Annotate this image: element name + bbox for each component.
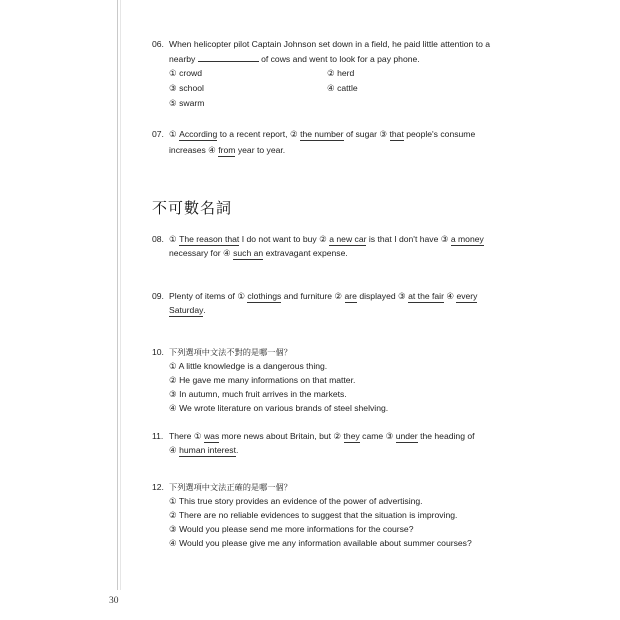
- question-text: came: [362, 431, 384, 441]
- question-text: There: [169, 431, 192, 441]
- underlined-choice-1[interactable]: clothings: [247, 291, 282, 301]
- page-margin-rule-inner: [120, 0, 121, 590]
- page-margin-rule: [117, 0, 118, 590]
- question-text: of sugar: [345, 129, 377, 139]
- underlined-choice-2[interactable]: the number: [300, 129, 344, 139]
- option-5[interactable]: ⑤ swarm: [169, 98, 205, 108]
- marker-1: ①: [169, 129, 177, 139]
- question-text: .: [203, 305, 206, 315]
- option-2[interactable]: ② There are no reliable evidences to suggest that the situation is improving.: [169, 510, 458, 520]
- underlined-choice-2[interactable]: they: [343, 431, 360, 441]
- question-text-line1: [169, 233, 484, 246]
- marker-2: ②: [289, 129, 298, 139]
- marker-3: ③: [398, 291, 406, 301]
- question-number: 12.: [152, 482, 164, 492]
- question-text: increases: [169, 145, 206, 155]
- question-number: 08.: [152, 234, 164, 244]
- underlined-choice-4-continued[interactable]: Saturday: [169, 305, 204, 315]
- underlined-choice-1[interactable]: According: [179, 129, 218, 139]
- question-text: extravagant expense.: [265, 248, 348, 258]
- answer-blank[interactable]: [198, 53, 259, 62]
- question-text: the heading of: [420, 431, 475, 441]
- question-text: more news about Britain, but: [221, 431, 332, 441]
- question-text: to a recent report,: [219, 129, 288, 139]
- question-text: and furniture: [283, 291, 332, 301]
- question-text-line2: [169, 247, 348, 260]
- question-text-line1: [169, 430, 475, 443]
- underlined-choice-4[interactable]: from: [218, 145, 236, 155]
- underlined-choice-1[interactable]: The reason that: [179, 234, 240, 244]
- question-text-line2: [169, 53, 420, 65]
- option-3[interactable]: ③ Would you please send me more informations for the course?: [169, 524, 414, 534]
- question-text-line2: [169, 144, 285, 157]
- option-2[interactable]: ② He gave me many informations on that matter.: [169, 375, 356, 385]
- option-4[interactable]: ④ We wrote literature on various brands of steel shelving.: [169, 403, 389, 413]
- question-text: year to year.: [237, 145, 286, 155]
- underlined-choice-3[interactable]: that: [389, 129, 404, 139]
- option-1[interactable]: ① A little knowledge is a dangerous thing.: [169, 361, 328, 371]
- option-4[interactable]: ④ Would you please give me any information available about summer courses?: [169, 538, 472, 548]
- underlined-choice-4[interactable]: every: [456, 291, 478, 301]
- option-1[interactable]: ① This true story provides an evidence of the power of advertising.: [169, 496, 423, 506]
- question-prompt: 下列選項中文法正確的是哪一個？: [169, 482, 292, 492]
- question-text: people's consume: [406, 129, 476, 139]
- marker-1: ①: [237, 291, 246, 301]
- underlined-choice-4[interactable]: such an: [233, 248, 264, 258]
- question-text-line1: When helicopter pilot Captain Johnson set down in a field, he paid little attention to a: [169, 39, 491, 49]
- page-number: 30: [109, 596, 119, 606]
- question-text: of cows and went to look for a pay phone.: [261, 54, 420, 64]
- section-title: 不可數名詞: [152, 199, 233, 217]
- question-text: nearby: [169, 54, 196, 64]
- marker-4: ④: [169, 445, 177, 455]
- question-text-line2: [169, 304, 206, 317]
- option-4[interactable]: ④ cattle: [327, 83, 358, 93]
- marker-4: ④: [208, 145, 216, 155]
- marker-2: ②: [319, 234, 327, 244]
- marker-3: ③: [385, 431, 394, 441]
- underlined-choice-4[interactable]: human interest: [179, 445, 236, 455]
- question-text-line1: [169, 128, 475, 141]
- underlined-choice-3[interactable]: a money: [450, 234, 484, 244]
- question-number: 11.: [152, 431, 164, 441]
- question-number: 07.: [152, 129, 164, 139]
- marker-4: ④: [446, 291, 455, 301]
- marker-3: ③: [440, 234, 449, 244]
- option-3[interactable]: ③ In autumn, much fruit arrives in the markets.: [169, 389, 347, 399]
- question-text: displayed: [359, 291, 396, 301]
- marker-2: ②: [333, 431, 342, 441]
- underlined-choice-1[interactable]: was: [203, 431, 220, 441]
- question-text: Plenty of items of: [169, 291, 235, 301]
- question-text: necessary for: [169, 248, 221, 258]
- underlined-choice-2[interactable]: a new car: [329, 234, 367, 244]
- underlined-choice-2[interactable]: are: [344, 291, 357, 301]
- marker-2: ②: [334, 291, 343, 301]
- question-text: .: [235, 445, 239, 455]
- option-3[interactable]: ③ school: [169, 83, 204, 93]
- marker-1: ①: [193, 431, 202, 441]
- question-text: is that I don't have: [368, 234, 439, 244]
- underlined-choice-3[interactable]: at the fair: [408, 291, 444, 301]
- question-prompt: 下列選項中文法不對的是哪一個？: [169, 347, 292, 357]
- question-text-line2: [169, 444, 238, 457]
- marker-3: ③: [379, 129, 388, 139]
- question-number: 06.: [152, 39, 164, 49]
- option-1[interactable]: ① crowd: [169, 68, 203, 78]
- question-number: 10.: [152, 347, 164, 357]
- question-number: 09.: [152, 291, 164, 301]
- question-text-line1: [169, 290, 477, 303]
- question-text: I do not want to buy: [241, 234, 317, 244]
- marker-1: ①: [169, 234, 177, 244]
- option-2[interactable]: ② herd: [327, 68, 355, 78]
- marker-4: ④: [222, 248, 231, 258]
- underlined-choice-3[interactable]: under: [395, 431, 418, 441]
